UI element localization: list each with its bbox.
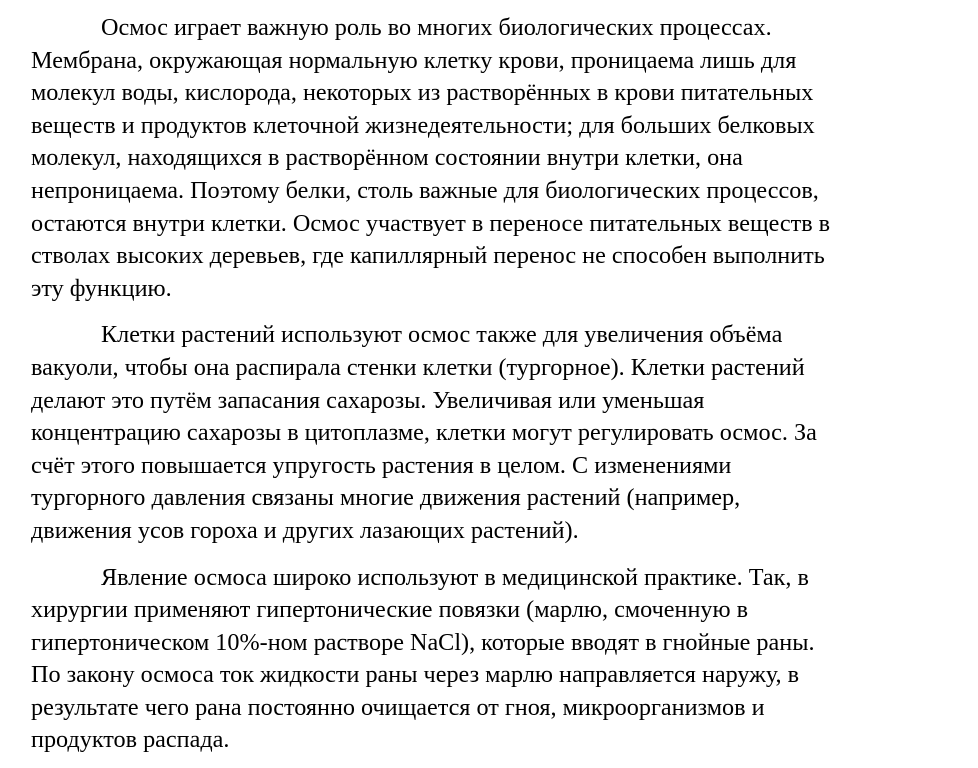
text-line: результате чего рана постоянно очищается от гноя, микроорганизмов и [31,693,765,721]
paragraph-medical-use [31,562,961,758]
text-line: эту функцию. [31,274,172,302]
text-line: веществ и продуктов клеточной жизнедеятельности; для больших белковых [31,111,815,139]
text-line: По закону осмоса ток жидкости раны через марлю направляется наружу, в [31,661,800,689]
text-line: Осмос играет важную роль во многих биологических процессах. [101,14,772,41]
text-line: хирургии применяют гипертонические повязки (марлю, смоченную в [31,596,749,624]
text-line: счёт этого повышается упругость растения в целом. С изменениями [31,451,732,479]
text-line: стволах высоких деревьев, где капиллярный перенос не способен выполнить [31,242,825,270]
text-line: гипертоническом 10%-ном растворе NaCl), которые вводят в гнойные раны. [31,628,815,656]
text-line: концентрацию сахарозы в цитоплазме, клетки могут регулировать осмос. За [31,419,817,447]
text-line: молекул, находящихся в растворённом состоянии внутри клетки, она [31,144,743,172]
text-line: вакуоли, чтобы она распирала стенки клетки (тургорное). Клетки растений [31,353,805,381]
text-line: движения усов гороха и других лазающих растений). [31,516,579,544]
text-line: непроницаема. Поэтому белки, столь важные для биологических процессов, [31,176,819,204]
text-line: остаются внутри клетки. Осмос участвует в переносе питательных веществ в [31,209,831,237]
text-line: продуктов распада. [31,726,230,754]
paragraph-plant-cells [31,319,961,547]
text-line: Явление осмоса широко используют в медицинской практике. Так, в [101,563,809,591]
text-line: тургорного давления связаны многие движения растений (например, [31,484,741,512]
text-line: молекул воды, кислорода, некоторых из растворённых в крови питательных [31,79,814,107]
paragraph-osmosis-biology [31,12,961,305]
text-line: Клетки растений используют осмос также для увеличения объёма [101,321,783,349]
text-line: Мембрана, окружающая нормальную клетку крови, проницаема лишь для [31,46,797,74]
text-line: делают это путём запасания сахарозы. Увеличивая или уменьшая [31,386,705,414]
document-page [31,12,961,757]
